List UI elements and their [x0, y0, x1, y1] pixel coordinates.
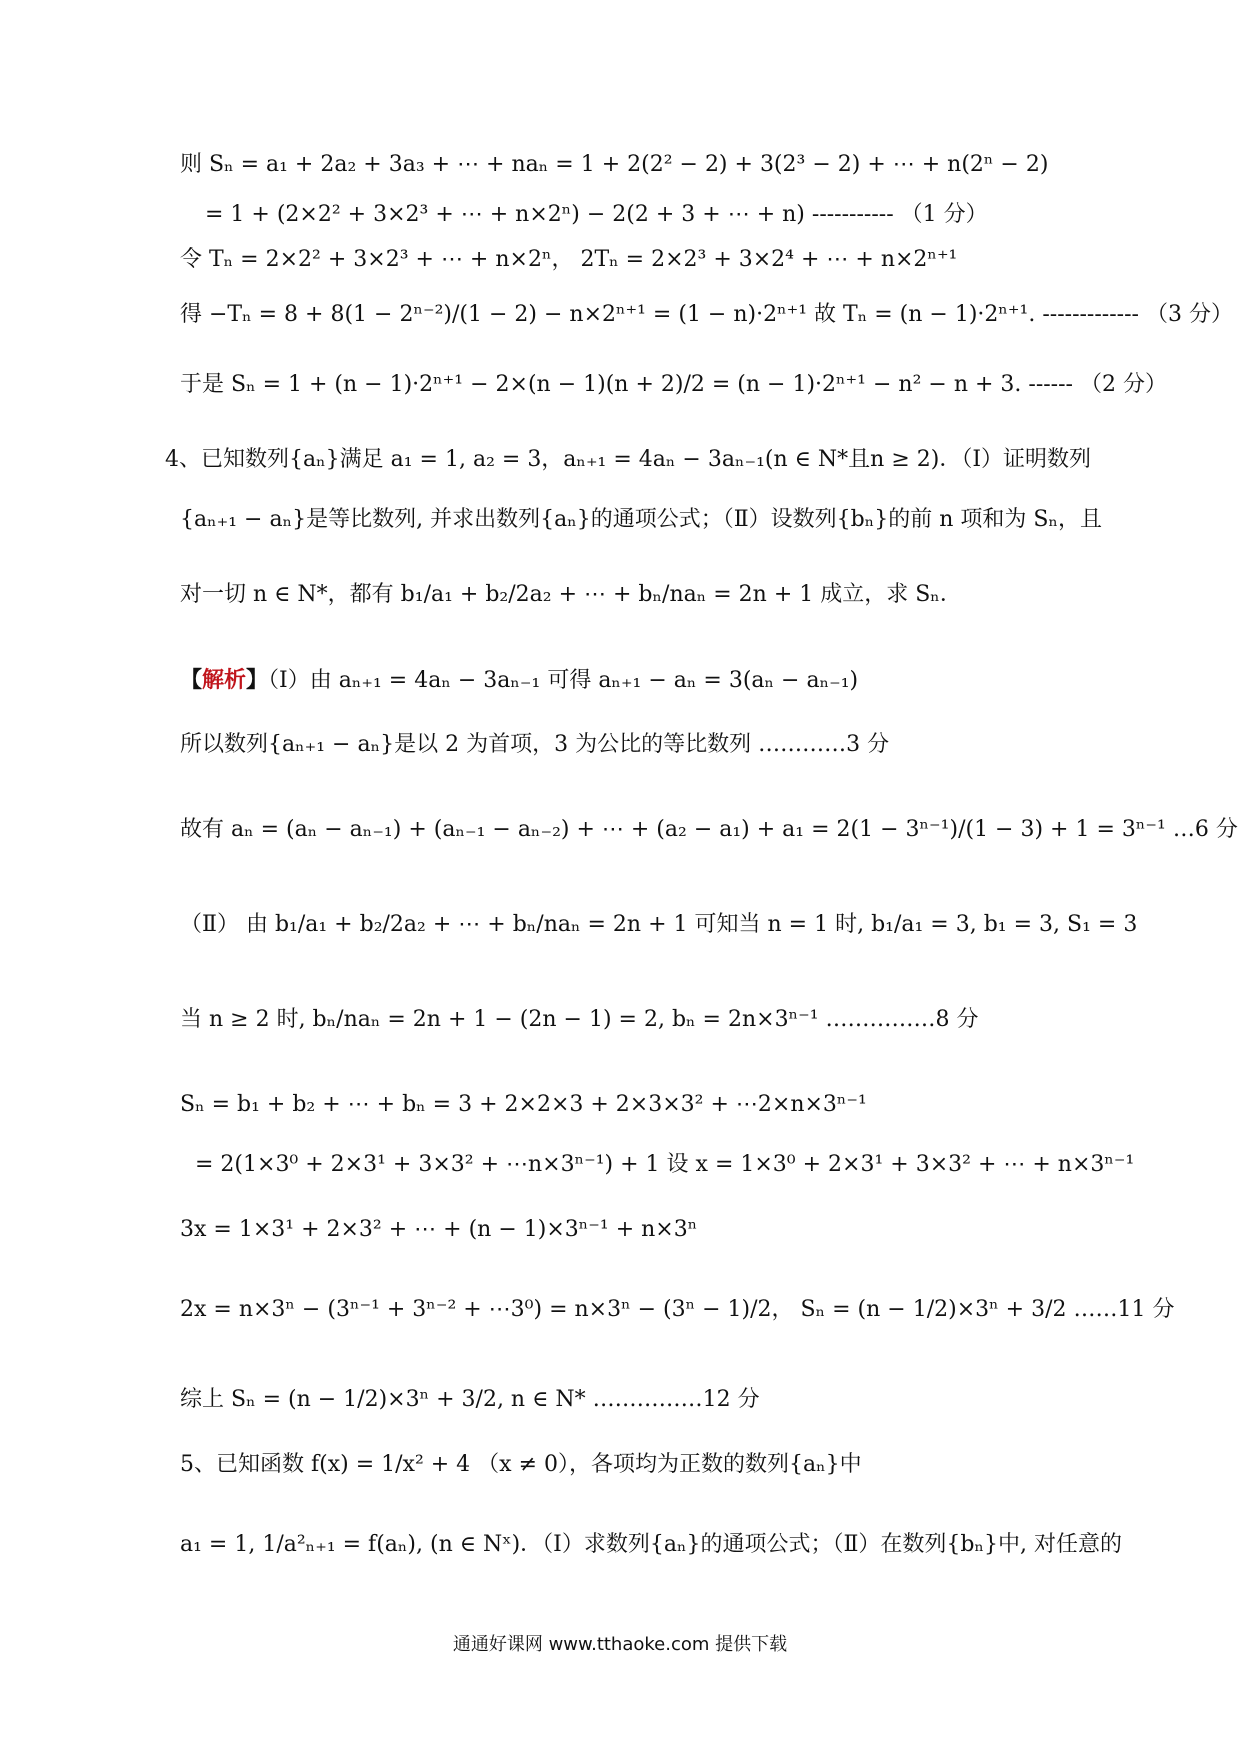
line-n-ge-2: 当 n ≥ 2 时, bₙ/naₙ = 2n + 1 − (2n − 1) = 2, bₙ = 2n×3ⁿ⁻¹ ……………8 分	[180, 1007, 979, 1032]
page-footer: 通通好课网 www.tthaoke.com 提供下载	[452, 1634, 788, 1655]
line-3: 令 Tₙ = 2×2² + 3×2³ + ⋯ + n×2ⁿ， 2Tₙ = 2×2³ + 3×2⁴ + ⋯ + n×2ⁿ⁺¹	[180, 247, 958, 272]
line-3x: 3x = 1×3¹ + 2×3² + ⋯ + (n − 1)×3ⁿ⁻¹ + n×3ⁿ	[180, 1217, 698, 1242]
analysis-bracket-close: 】	[246, 667, 269, 693]
line-5: 于是 Sₙ = 1 + (n − 1)·2ⁿ⁺¹ − 2×(n − 1)(n + 2)/2 = (n − 1)·2ⁿ⁺¹ − n² − n + 3. ------ （2 分）	[180, 372, 1167, 397]
problem-5-line-2: a₁ = 1, 1/a²ₙ₊₁ = f(aₙ), (n ∈ Nˣ)．（Ⅰ）求数列{aₙ}的通项公式；（Ⅱ）在数列{bₙ}中, 对任意的	[180, 1532, 1123, 1557]
line-sn-rewrite: = 2(1×3⁰ + 2×3¹ + 3×3² + ⋯n×3ⁿ⁻¹) + 1 设 x = 1×3⁰ + 2×3¹ + 3×3² + ⋯ + n×3ⁿ⁻¹	[195, 1152, 1135, 1177]
line-1: 则 Sₙ = a₁ + 2a₂ + 3a₃ + ⋯ + naₙ = 1 + 2(2² − 2) + 3(2³ − 2) + ⋯ + n(2ⁿ − 2)	[180, 152, 1049, 177]
analysis-text: （Ⅰ）由 aₙ₊₁ = 4aₙ − 3aₙ₋₁ 可得 aₙ₊₁ − aₙ = 3(aₙ − aₙ₋₁)	[268, 668, 859, 693]
problem-5-line-1: 5、已知函数 f(x) = 1/x² + 4 （x ≠ 0），各项均为正数的数列{aₙ}中	[180, 1452, 862, 1477]
problem-4-line-1: 4、已知数列{aₙ}满足 a₁ = 1, a₂ = 3，aₙ₊₁ = 4aₙ − 3aₙ₋₁(n ∈ N*且n ≥ 2)．（Ⅰ）证明数列	[165, 447, 1092, 472]
line-2: = 1 + (2×2² + 3×2³ + ⋯ + n×2ⁿ) − 2(2 + 3 + ⋯ + n) ----------- （1 分）	[205, 202, 988, 227]
line-sn-expand: Sₙ = b₁ + b₂ + ⋯ + bₙ = 3 + 2×2×3 + 2×3×3² + ⋯2×n×3ⁿ⁻¹	[180, 1092, 867, 1117]
analysis-bracket-open: 【	[180, 667, 203, 693]
analysis-label: 解析	[202, 667, 247, 693]
line-sequence-ratio: 所以数列{aₙ₊₁ − aₙ}是以 2 为首项，3 为公比的等比数列 …………3 分	[180, 732, 890, 757]
line-part2: （Ⅱ） 由 b₁/a₁ + b₂/2a₂ + ⋯ + bₙ/naₙ = 2n + 1 可知当 n = 1 时, b₁/a₁ = 3, b₁ = 3, S₁ = 3	[180, 912, 1138, 937]
line-conclusion: 综上 Sₙ = (n − 1/2)×3ⁿ + 3/2, n ∈ N* ……………12 分	[180, 1387, 760, 1412]
line-an-formula: 故有 aₙ = (aₙ − aₙ₋₁) + (aₙ₋₁ − aₙ₋₂) + ⋯ + (a₂ − a₁) + a₁ = 2(1 − 3ⁿ⁻¹)/(1 − 3) + 1 = 3ⁿ⁻¹ …6 分	[180, 817, 1238, 842]
problem-4-line-3: 对一切 n ∈ N*，都有 b₁/a₁ + b₂/2a₂ + ⋯ + bₙ/naₙ = 2n + 1 成立，求 Sₙ．	[180, 582, 962, 607]
line-4: 得 −Tₙ = 8 + 8(1 − 2ⁿ⁻²)/(1 − 2) − n×2ⁿ⁺¹ = (1 − n)·2ⁿ⁺¹ 故 Tₙ = (n − 1)·2ⁿ⁺¹. ------------- （3 分）	[180, 302, 1233, 327]
analysis-line	[180, 665, 858, 696]
problem-4-line-2: {aₙ₊₁ − aₙ}是等比数列, 并求出数列{aₙ}的通项公式；（Ⅱ）设数列{bₙ}的前 n 项和为 Sₙ，且	[180, 507, 1103, 532]
line-2x: 2x = n×3ⁿ − (3ⁿ⁻¹ + 3ⁿ⁻² + ⋯3⁰) = n×3ⁿ − (3ⁿ − 1)/2， Sₙ = (n − 1/2)×3ⁿ + 3/2 ……11 分	[180, 1297, 1175, 1322]
